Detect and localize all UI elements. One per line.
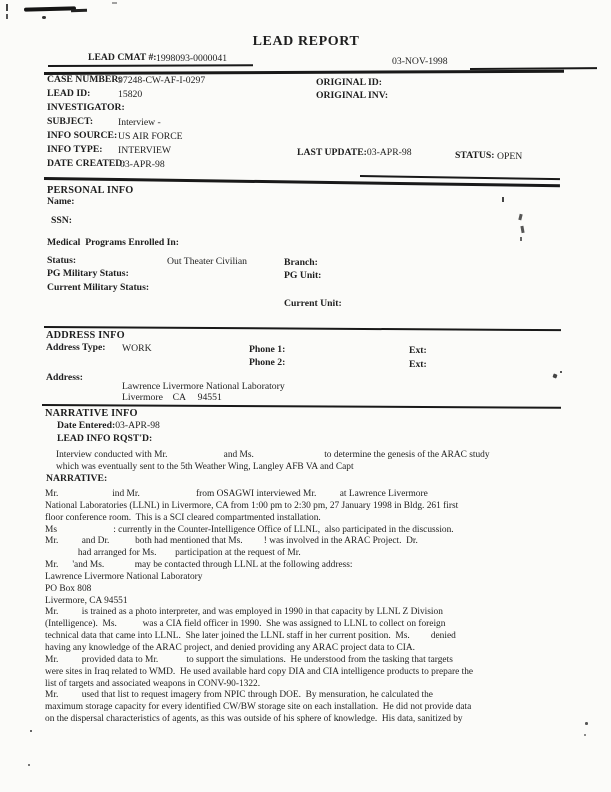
narrative-line: technical data that came into LLNL. She later joined the LLNL staff in her current position. Ms. denied: [45, 631, 456, 642]
info-type-value: INTERVIEW: [118, 145, 172, 156]
narrative-line: Mr. provided data to Mr. to support the simulations. He understood from the tasking that targets: [45, 654, 453, 665]
last-update-value: 03-APR-98: [366, 147, 412, 158]
branch-label: Branch:: [284, 257, 318, 268]
personal-info-section-title: PERSONAL INFO: [47, 185, 134, 196]
ssn-label: SSN:: [51, 215, 72, 226]
divider-line: [44, 70, 564, 75]
scan-artifact-speck: [520, 226, 524, 233]
narrative-paragraph: [45, 489, 473, 726]
narrative-line: (Intelligence). Ms. was a CIA field officer in 1990. She was assigned to LLNL to collect on foreign: [45, 619, 446, 630]
scan-artifact-speck: [30, 730, 32, 732]
divider-line: [48, 64, 253, 67]
scan-artifact-speck: [520, 237, 522, 241]
narrative-line: floor conference room. This is a SCI cleared compartmented installation.: [45, 512, 321, 523]
narrative-line: National Laboratories (LLNL) in Livermore, CA from 1:00 pm to 2:30 pm, 27 January 1998 in Bldg. 261 first: [45, 500, 459, 511]
current-military-status-label: Current Military Status:: [47, 282, 150, 293]
narrative-line: list of targets and associated weapons in CONV-90-1322.: [45, 678, 261, 689]
date-entered-label: Date Entered:: [57, 420, 116, 431]
narrative-line: Mr. ind Mr. from OSAGWI interviewed Mr. at Lawrence Livermore: [45, 489, 428, 499]
scan-artifact-speck: [552, 373, 557, 378]
address-line1: Lawrence Livermore National Laboratory: [122, 381, 285, 392]
narrative-line: Lawrence Livermore National Laboratory: [45, 571, 203, 582]
lead-info-request-paragraph: [56, 449, 490, 473]
date-created-label: DATE CREATED:: [47, 158, 126, 169]
narrative-line: having any knowledge of the ARAC project, and denied providing any ARAC project data to CIA.: [45, 642, 415, 653]
section-divider-line: [360, 175, 560, 180]
narrative-label: NARRATIVE:: [46, 473, 108, 484]
scan-artifact-smudge: [71, 9, 87, 12]
subject-label: SUBJECT:: [47, 116, 94, 127]
date-entered-row: [57, 421, 160, 432]
lead-id-label: LEAD ID:: [47, 88, 91, 99]
request-line: Interview conducted with Mr. and Ms. to determine the genesis of the ARAC study: [56, 450, 490, 460]
info-source-label: INFO SOURCE:: [47, 130, 118, 141]
current-unit-label: Current Unit:: [284, 298, 342, 309]
narrative-line: Mr. 'and Ms. may be contacted through LLNL at the following address:: [45, 560, 353, 571]
last-update-label: LAST UPDATE:: [297, 147, 367, 158]
lead-id-value: 15820: [118, 89, 143, 100]
info-source-value: US AIR FORCE: [118, 131, 183, 142]
date-created-value: 03-APR-98: [120, 159, 165, 170]
narrative-line: Mr. used that list to request imagery from NPIC through DOE. By mensuration, he calculated the: [45, 690, 433, 701]
report-date: 03-NOV-1998: [392, 56, 448, 67]
narrative-line: had arranged for Ms. participation at the request of Mr.: [45, 548, 301, 559]
status-value: OPEN: [497, 151, 523, 162]
address-type-value: WORK: [122, 343, 152, 354]
ext1-label: Ext:: [409, 345, 427, 356]
phone2-label: Phone 2:: [249, 357, 286, 368]
phone1-label: Phone 1:: [249, 344, 286, 355]
lead-cmat-label: LEAD CMAT #:: [88, 52, 157, 63]
name-label: Name:: [47, 196, 75, 207]
narrative-line: Ms : currently in the Counter-Intelligence Office of LLNL, also participated in the discussion.: [45, 524, 454, 535]
medical-programs-label: Medical Programs Enrolled In:: [47, 237, 180, 248]
scan-artifact-speck: [28, 764, 30, 766]
address-type-label: Address Type:: [46, 342, 106, 353]
scan-artifact-dot: [42, 16, 46, 19]
address-info-section-title: ADDRESS INFO: [46, 330, 125, 341]
lead-info-rqstd-label: LEAD INFO RQST'D:: [57, 433, 153, 444]
lead-cmat-value: 1998093-0000041: [156, 53, 228, 64]
narrative-line: on the dispersal characteristics of agents, as this was outside of his sphere of knowledge. His data, sanitized by: [45, 714, 463, 725]
scan-artifact-speck: [112, 2, 117, 4]
scan-artifact-tick: [6, 4, 8, 11]
narrative-info-section-title: NARRATIVE INFO: [45, 408, 138, 419]
address-line2: Livermore CA 94551: [122, 392, 222, 403]
original-id-label: ORIGINAL ID:: [316, 77, 382, 88]
pi-status-label: Status:: [47, 255, 77, 266]
scan-artifact-smudge: [24, 6, 76, 11]
info-type-label: INFO TYPE:: [47, 144, 103, 155]
case-number-value: 97248-CW-AF-I-0297: [118, 75, 206, 86]
address-label: Address:: [46, 372, 83, 383]
narrative-line: maximum storage capacity for every identified CW/BW storage site on each installation. He did not provide data: [45, 702, 472, 713]
pg-military-status-label: PG Military Status:: [47, 268, 129, 279]
last-update-row: [297, 148, 412, 159]
subject-value: Interview -: [118, 117, 161, 128]
narrative-line: Mr. is trained as a photo interpreter, and was employed in 1990 in that capacity by LLNL Z Division: [45, 607, 443, 618]
scan-artifact-speck: [502, 197, 504, 202]
scan-artifact-speck: [584, 734, 586, 736]
date-entered-value: 03-APR-98: [115, 420, 160, 431]
scan-artifact-speck: [585, 722, 588, 725]
investigator-label: INVESTIGATOR:: [47, 102, 125, 113]
narrative-line: PO Box 808: [45, 583, 92, 594]
request-line: which was eventually sent to the 5th Weather Wing, Langley AFB VA and Capt: [56, 462, 354, 472]
case-number-label: CASE NUMBER:: [47, 74, 122, 85]
scan-artifact-tick: [6, 14, 8, 19]
narrative-line: Mr. and Dr. both had mentioned that Ms. ! was involved in the ARAC Project. Dr.: [45, 536, 418, 547]
scan-artifact-speck: [560, 371, 562, 373]
status-label: STATUS:: [455, 150, 495, 161]
scan-artifact-speck: [518, 214, 522, 220]
narrative-line: were sites in Iraq related to WMD. He used available hard copy DIA and CIA intelligence products to prepare the: [45, 666, 474, 677]
original-inv-label: ORIGINAL INV:: [316, 90, 389, 101]
page-title: LEAD REPORT: [252, 34, 360, 49]
pg-unit-label: PG Unit:: [284, 270, 322, 281]
ext2-label: Ext:: [409, 359, 427, 370]
narrative-line: Livermore, CA 94551: [45, 595, 128, 606]
pi-status-value: Out Theater Civilian: [167, 256, 247, 267]
